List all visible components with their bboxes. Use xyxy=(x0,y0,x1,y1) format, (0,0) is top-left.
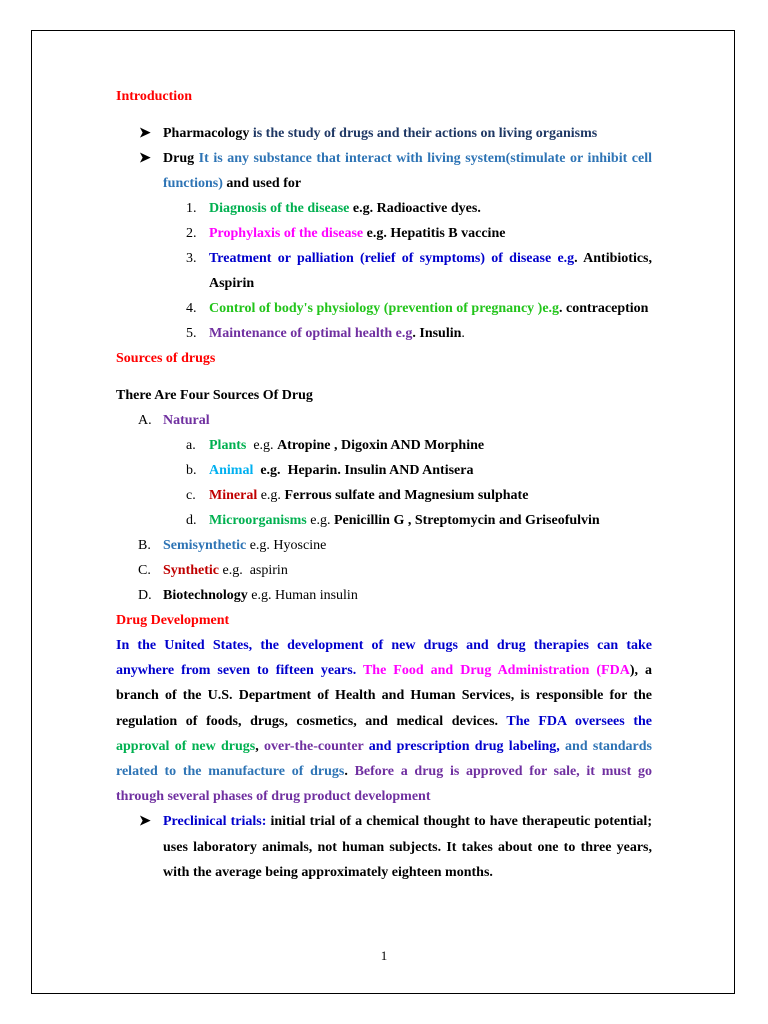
introduction-heading: Introduction xyxy=(116,89,192,104)
source-synthetic: C. Synthetic e.g. aspirin xyxy=(138,563,288,578)
arrow-bullet-icon: ➤ xyxy=(139,814,151,830)
source-biotechnology: D. Biotechnology e.g. Human insulin xyxy=(138,588,358,603)
bullet-pharmacology: ➤ Pharmacology is the study of drugs and their actions on living organisms xyxy=(116,121,652,146)
development-paragraph: In the United States, the development of new drugs and drug therapies can take anywhere from seven to fifteen years. The Food and Drug Administration (FDA), a branch of the U.S. Department of Health and Human Services, is responsible for the regulation of foods, drugs, cosmetics, and medical devices. The FDA oversees the approval of new drugs, over-the-counter and prescription drug labeling, and standards related to the manufacture of drugs. Before a drug is approved for sale, it must go through several phases of drug product development xyxy=(116,638,652,805)
sources-lead: There Are Four Sources Of Drug xyxy=(116,388,313,403)
natural-item-animal: b. Animal e.g. Heparin. Insulin AND Antisera xyxy=(186,463,474,478)
development-heading: Drug Development xyxy=(116,613,230,628)
use-item-treatment: 3. Treatment or palliation (relief of symptoms) of disease e.g. Antibiotics, Aspirin xyxy=(186,251,652,291)
bullet-drug: ➤ Drug It is any substance that interact with living system(stimulate or inhibit cell functions) and used for xyxy=(116,146,652,196)
source-semisynthetic: B. Semisynthetic e.g. Hyoscine xyxy=(138,538,327,553)
arrow-bullet-icon: ➤ xyxy=(139,126,151,141)
natural-item-mineral: c. Mineral e.g. Ferrous sulfate and Magnesium sulphate xyxy=(186,488,529,503)
document-body xyxy=(116,84,652,886)
sources-heading: Sources of drugs xyxy=(116,351,216,366)
page-number: 1 xyxy=(380,948,388,963)
natural-item-plants: a. Plants e.g. Atropine , Digoxin AND Morphine xyxy=(186,438,485,453)
bullet-preclinical: ➤ Preclinical trials: initial trial of a chemical thought to have therapeutic potential; uses laboratory animals, not human subjects. It takes about one to three years, with the average being approximately eighteen months. xyxy=(116,809,652,885)
source-natural: A. Natural xyxy=(138,413,210,428)
arrow-bullet-icon: ➤ xyxy=(139,151,151,166)
use-item-control: 4. Control of body's physiology (prevention of pregnancy )e.g. contraception xyxy=(186,301,649,316)
use-item-diagnosis: 1. Diagnosis of the disease e.g. Radioactive dyes. xyxy=(186,201,481,216)
use-item-maintenance: 5. Maintenance of optimal health e.g. Insulin. xyxy=(186,326,465,341)
use-item-prophylaxis: 2. Prophylaxis of the disease e.g. Hepatitis B vaccine xyxy=(186,226,506,241)
natural-item-microorganisms: d. Microorganisms e.g. Penicillin G , Streptomycin and Griseofulvin xyxy=(186,513,600,528)
